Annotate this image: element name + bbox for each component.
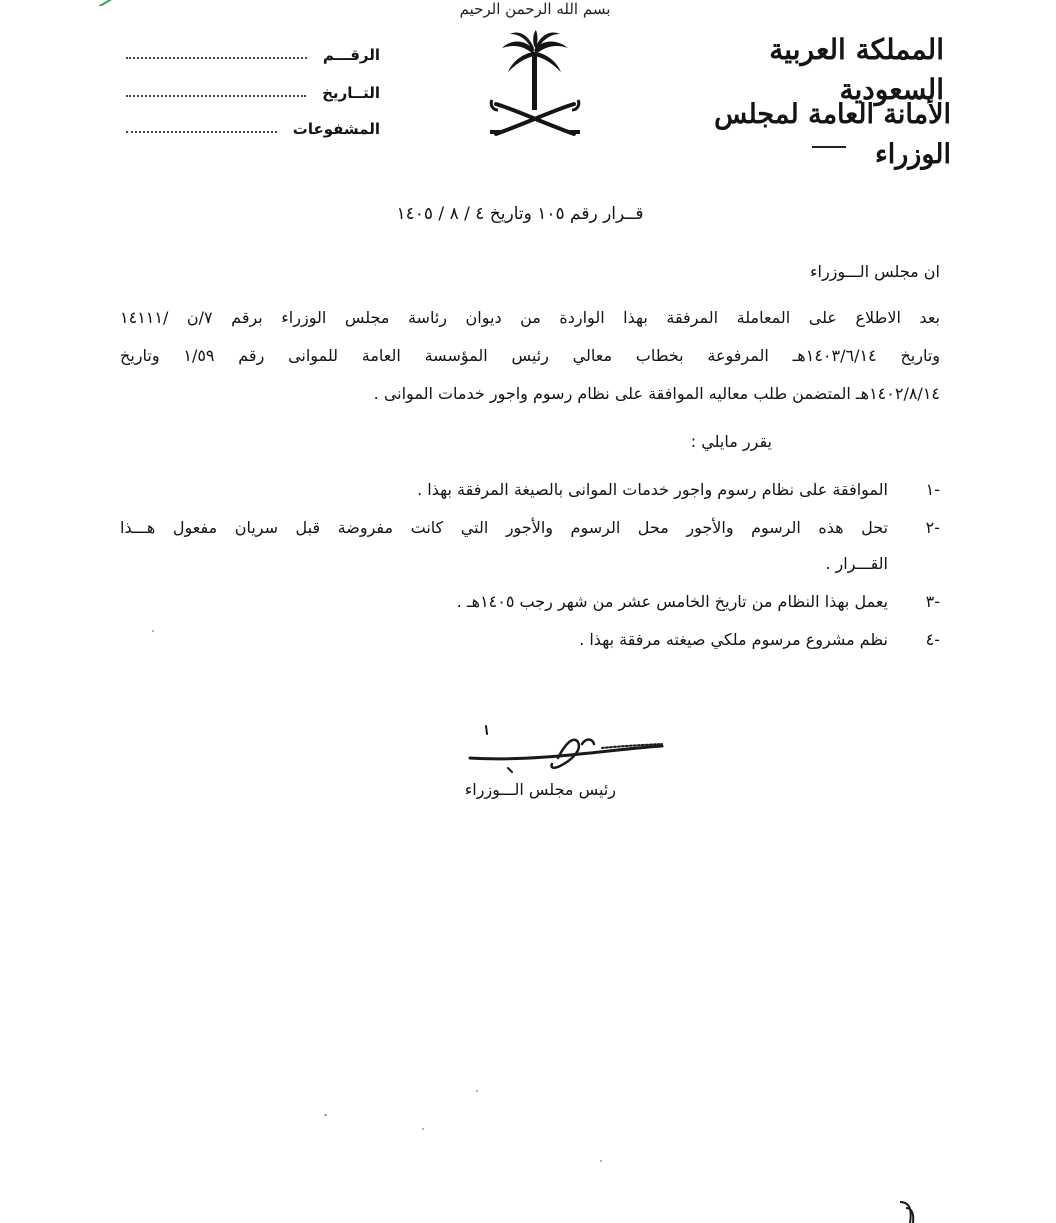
body-line-1: بعد الاطلاع على المعاملة المرفقة بهذا الواردة من ديوان رئاسة مجلس الوزراء برقم ٧/ن /١٤١١١ <box>120 308 940 327</box>
dotted-line <box>126 131 277 133</box>
item-text: نظم مشروع مرسوم ملكي صيغته مرفقة بهذا . <box>579 630 888 649</box>
list-item <box>120 480 940 504</box>
dotted-line <box>126 95 306 97</box>
list-item <box>120 592 940 616</box>
kingdom-title: المملكة العربية السعودية <box>769 33 944 106</box>
item-text: الموافقة على نظام رسوم واجور خدمات الموانى بالصيغة المرفقة بهذا . <box>417 480 888 499</box>
list-item <box>120 518 940 542</box>
secretariat-title: الأمانة العامة لمجلس الوزراء <box>714 99 951 170</box>
dotted-line <box>126 57 307 59</box>
item-text: القـــرار . <box>825 554 888 573</box>
item-number: ٤- <box>925 630 940 649</box>
body-line-3: ١٤٠٢/٨/١٤هـ المتضمن طلب معاليه الموافقة على نظام رسوم واجور خدمات الموانى . <box>373 384 940 403</box>
page-corner-mark-icon <box>896 1198 918 1223</box>
intro-line: ان مجلس الـــوزراء <box>809 262 940 281</box>
signer-title: رئيس مجلس الـــوزراء <box>464 780 616 799</box>
item-number: ١- <box>925 480 940 499</box>
meta-number-label: الرقـــم <box>322 46 380 64</box>
item-text: يعمل بهذا النظام من تاريخ الخامس عشر من شهر رجب ١٤٠٥هـ . <box>456 592 888 611</box>
item-number: ٢- <box>925 518 940 537</box>
meta-attachments-field <box>126 116 380 138</box>
scan-speck <box>324 1114 327 1116</box>
scan-speck <box>422 1128 424 1130</box>
meta-number-field <box>126 42 380 64</box>
signature-icon <box>462 724 672 776</box>
header-rule <box>812 146 846 148</box>
item-text: تحل هذه الرسوم والأجور محل الرسوم والأجور التي كانت مفروضة قبل سريان مفعول هـــذا <box>120 518 888 537</box>
scan-speck <box>152 630 154 632</box>
green-mark-icon <box>98 0 112 6</box>
list-item <box>120 554 940 578</box>
meta-date-field <box>126 80 380 102</box>
decides-label: يقرر مايلي : <box>690 432 772 451</box>
decision-number-line: قــرار رقم ١٠٥ وتاريخ ٤ / ٨ / ١٤٠٥ <box>396 204 644 224</box>
saudi-emblem-icon <box>488 30 582 138</box>
basmala: بسم الله الرحمن الرحيم <box>459 0 611 18</box>
list-item <box>120 630 940 654</box>
meta-date-label: التــاريخ <box>322 84 380 102</box>
meta-attachments-label: المشفوعات <box>292 120 380 138</box>
scan-speck <box>476 1090 478 1092</box>
body-line-2: وتاريخ ١٤٠٣/٦/١٤هـ المرفوعة بخطاب معالي رئيس المؤسسة العامة للموانى رقم ١/٥٩ وتاريخ <box>120 346 941 365</box>
scan-speck <box>600 1160 602 1162</box>
item-number: ٣- <box>925 592 940 611</box>
